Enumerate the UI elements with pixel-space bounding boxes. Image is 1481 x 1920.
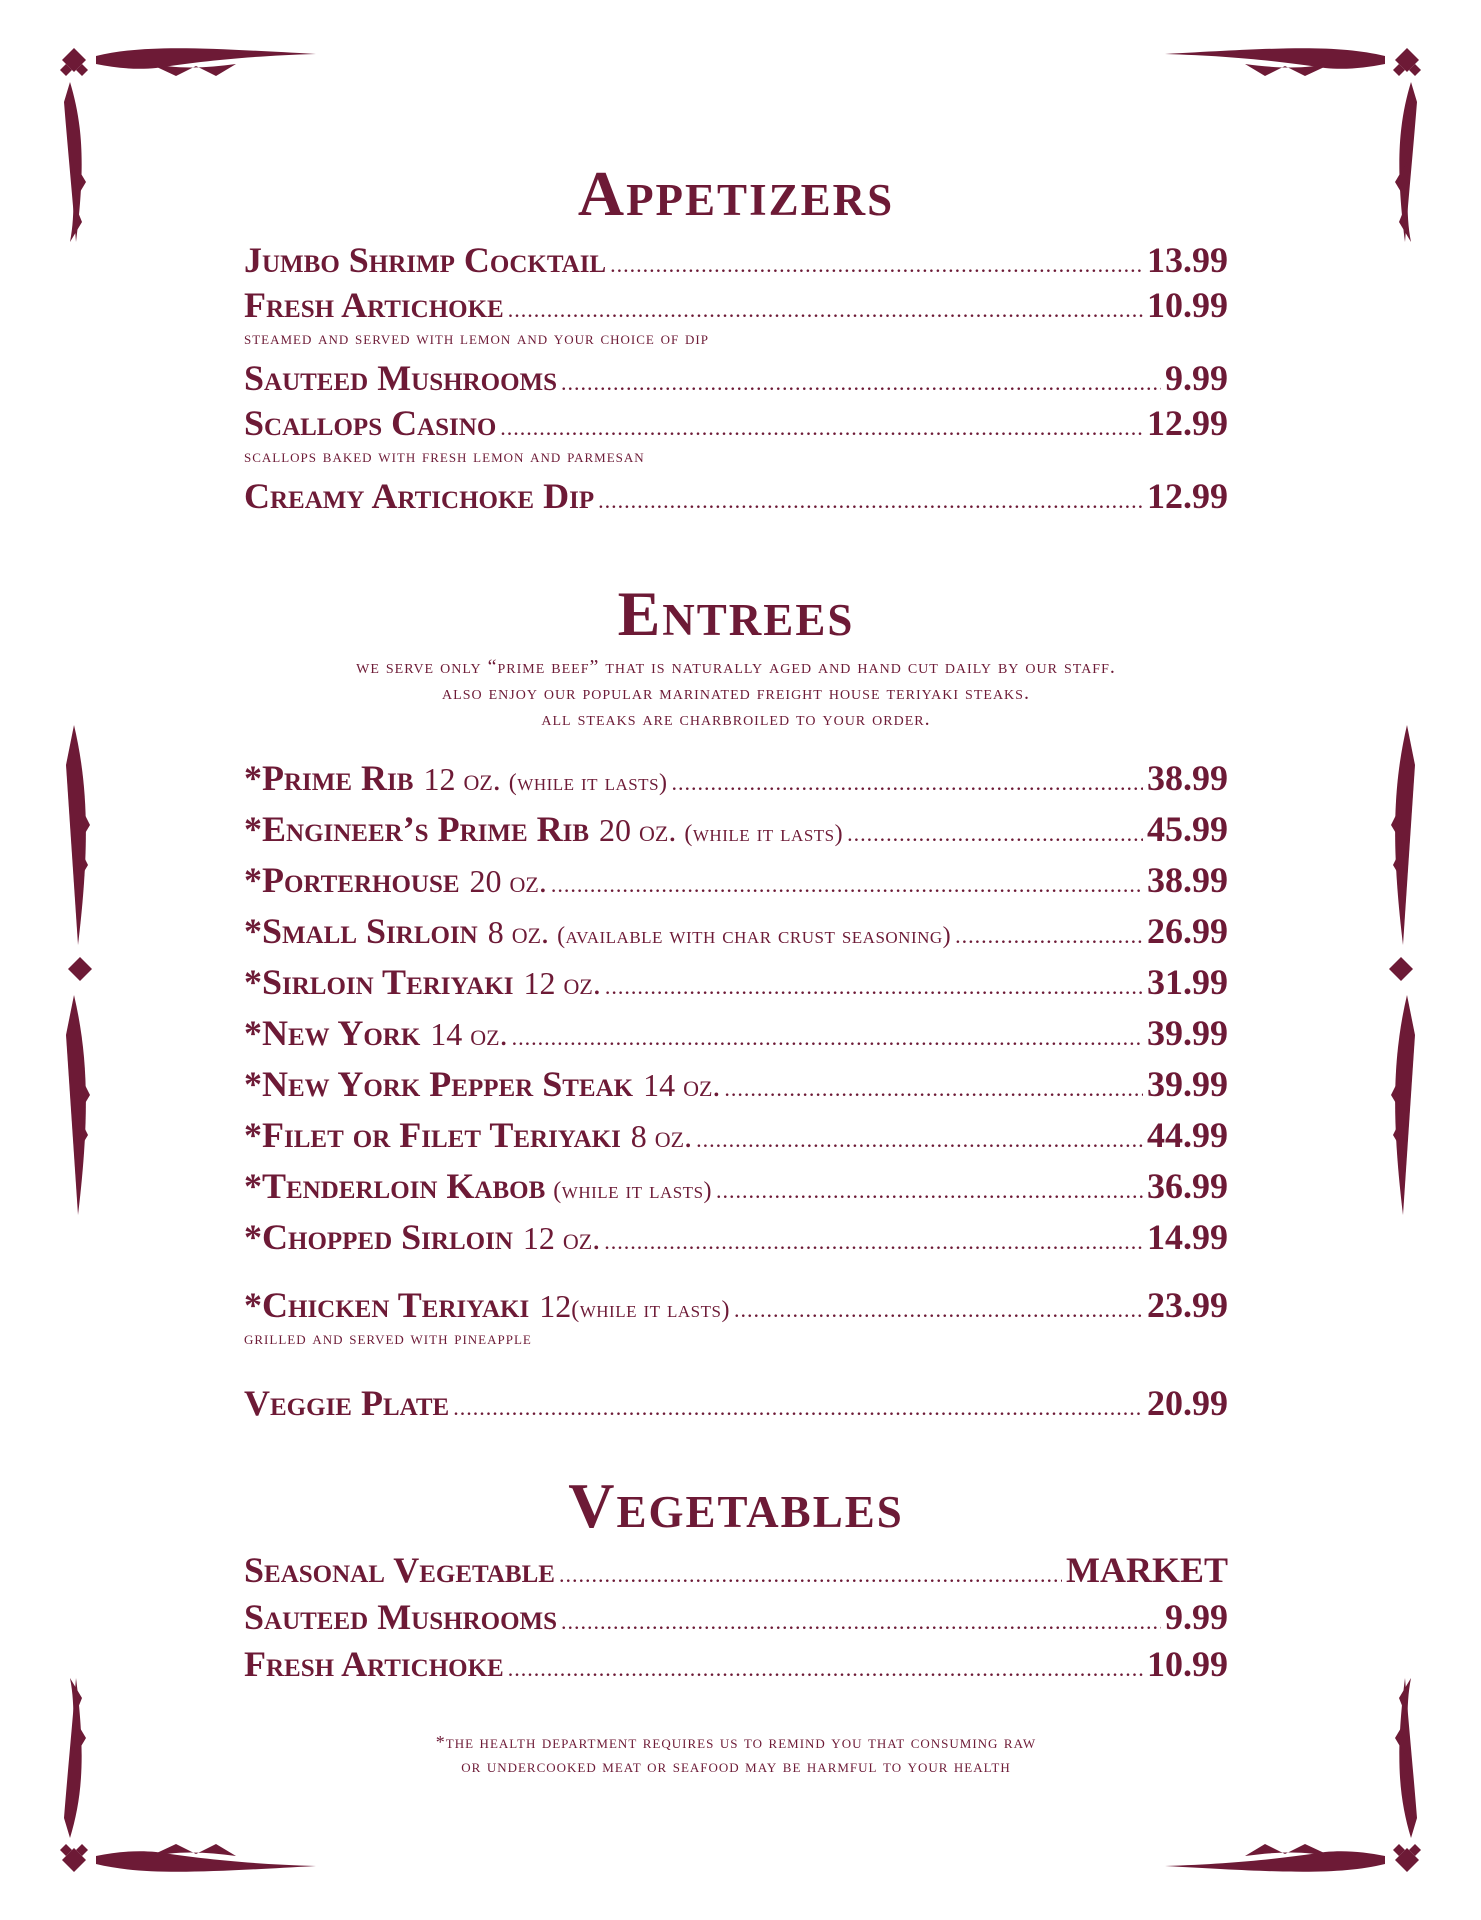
vegetable-item: [244, 1552, 1228, 1588]
item-name: *New York Pepper Steak: [244, 1064, 634, 1104]
side-ornament-left: [60, 725, 100, 1215]
dot-leader: [559, 1564, 1062, 1586]
appetizer-item: [244, 478, 1228, 514]
dot-leader: [598, 490, 1143, 512]
item-price: 12.99: [1147, 476, 1228, 516]
item-price: 45.99: [1147, 809, 1228, 849]
item-note: (while it lasts): [684, 821, 844, 847]
vegetables-title: Vegetables: [568, 1470, 904, 1541]
item-price: 44.99: [1147, 1115, 1228, 1155]
item-size: 8 oz.: [630, 1118, 693, 1154]
entree-item: [244, 862, 1228, 898]
entrees-title: Entrees: [617, 578, 855, 649]
entree-item: [244, 1219, 1228, 1255]
item-price: 10.99: [1147, 285, 1228, 325]
item-description: scallops baked with fresh lemon and parmesan: [244, 446, 645, 467]
item-size: 8 oz.: [487, 914, 550, 950]
item-size: 12: [539, 1288, 572, 1324]
item-description: steamed and served with lemon and your choice of dip: [244, 328, 709, 349]
item-name: Scallops Casino: [244, 403, 497, 443]
dot-leader: [551, 874, 1143, 896]
entrees-intro: [244, 654, 1228, 732]
note-line: *the health department requires us to remind you that consuming raw: [435, 1732, 1037, 1752]
appetizer-item: [244, 405, 1228, 466]
item-name: Seasonal Vegetable: [244, 1550, 555, 1590]
dot-leader: [724, 1078, 1143, 1100]
dot-leader: [955, 925, 1143, 947]
entree-item: [244, 913, 1228, 949]
health-warning-note: [244, 1730, 1228, 1778]
entree-item: [244, 1015, 1228, 1051]
appetizers-title: Appetizers: [577, 158, 895, 229]
dot-leader: [453, 1397, 1143, 1419]
vegetable-item: [244, 1646, 1228, 1682]
item-name: *Filet or Filet Teriyaki: [244, 1115, 621, 1155]
item-price: 36.99: [1147, 1166, 1228, 1206]
item-price: 26.99: [1147, 911, 1228, 951]
entree-item: [244, 760, 1228, 796]
note-line: or undercooked meat or seafood may be harmful to your health: [461, 1756, 1011, 1776]
dot-leader: [716, 1180, 1143, 1202]
item-size: 14 oz.: [643, 1067, 721, 1103]
entree-item: [244, 1168, 1228, 1204]
item-price: 10.99: [1147, 1644, 1228, 1684]
item-price: MARKET: [1066, 1550, 1228, 1590]
entree-item: [244, 1117, 1228, 1153]
dot-leader: [500, 417, 1143, 439]
item-name: *Engineer’s Prime Rib: [244, 809, 590, 849]
item-size: 12 oz.: [523, 965, 601, 1001]
dot-leader: [734, 1299, 1143, 1321]
item-name: *Porterhouse: [244, 860, 460, 900]
dot-leader: [847, 823, 1143, 845]
dot-leader: [672, 772, 1143, 794]
item-note: (available with char crust seasoning): [557, 923, 952, 949]
appetizer-item: [244, 242, 1228, 278]
item-name: Jumbo Shrimp Cocktail: [244, 240, 607, 280]
appetizer-item: [244, 287, 1228, 348]
entree-item: [244, 1066, 1228, 1102]
appetizer-item: [244, 360, 1228, 396]
item-size: 12 oz.: [522, 1220, 601, 1256]
item-name: Creamy Artichoke Dip: [244, 476, 595, 516]
dot-leader: [508, 299, 1143, 321]
item-price: 23.99: [1147, 1285, 1228, 1325]
dot-leader: [561, 372, 1161, 394]
intro-line: also enjoy our popular marinated freight house teriyaki steaks.: [442, 682, 1030, 704]
item-price: 39.99: [1147, 1064, 1228, 1104]
entree-item: [244, 1385, 1228, 1421]
item-size: 14 oz.: [430, 1016, 508, 1052]
dot-leader: [604, 1231, 1143, 1253]
entree-item: [244, 964, 1228, 1000]
item-price: 20.99: [1147, 1383, 1228, 1423]
item-size: 20 oz.: [469, 863, 547, 899]
dot-leader: [696, 1129, 1143, 1151]
entree-item: [244, 811, 1228, 847]
item-price: 38.99: [1147, 758, 1228, 798]
item-price: 9.99: [1165, 1597, 1228, 1637]
item-price: 39.99: [1147, 1013, 1228, 1053]
item-name: *New York: [244, 1013, 421, 1053]
intro-line: all steaks are charbroiled to your order.: [541, 708, 931, 730]
dot-leader: [561, 1611, 1161, 1633]
item-size: 12 oz.: [423, 761, 501, 797]
item-price: 14.99: [1147, 1217, 1228, 1257]
item-name: Sauteed Mushrooms: [244, 358, 558, 398]
item-price: 9.99: [1165, 358, 1228, 398]
item-name: *Tenderloin Kabob: [244, 1166, 546, 1206]
intro-line: we serve only “prime beef” that is naturally aged and hand cut daily by our staff.: [356, 656, 1116, 678]
dot-leader: [610, 254, 1143, 276]
dot-leader: [508, 1658, 1143, 1680]
item-note: (while it lasts): [553, 1178, 713, 1204]
item-name: Veggie Plate: [244, 1383, 450, 1423]
item-description: grilled and served with pineapple: [244, 1328, 532, 1349]
item-price: 38.99: [1147, 860, 1228, 900]
item-size: 20 oz.: [599, 812, 677, 848]
item-name: *Prime Rib: [244, 758, 414, 798]
item-name: *Chicken Teriyaki: [244, 1285, 530, 1325]
item-note: (while it lasts): [508, 770, 668, 796]
item-name: Fresh Artichoke: [244, 285, 504, 325]
item-price: 12.99: [1147, 403, 1228, 443]
item-name: *Small Sirloin: [244, 911, 478, 951]
dot-leader: [605, 976, 1143, 998]
vegetable-item: [244, 1599, 1228, 1635]
item-name: Sauteed Mushrooms: [244, 1597, 558, 1637]
item-name: *Chopped Sirloin: [244, 1217, 513, 1257]
entree-item: [244, 1287, 1228, 1348]
item-note: (while it lasts): [571, 1297, 730, 1323]
item-name: Fresh Artichoke: [244, 1644, 504, 1684]
item-price: 31.99: [1147, 962, 1228, 1002]
item-price: 13.99: [1147, 240, 1228, 280]
dot-leader: [512, 1027, 1143, 1049]
side-ornament-right: [1381, 725, 1421, 1215]
item-name: *Sirloin Teriyaki: [244, 962, 514, 1002]
